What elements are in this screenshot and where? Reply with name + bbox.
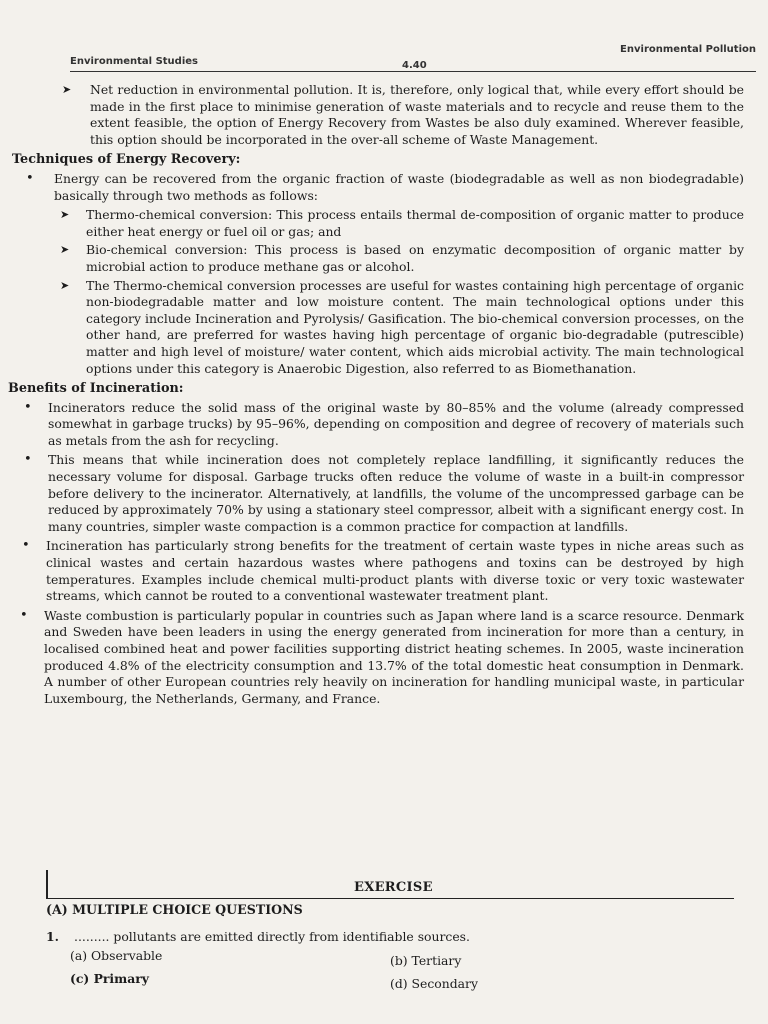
- benefits-bullet-text: This means that while incineration does not completely replace landfilling, it significantly reduces the necessary volume for disposal. Garbage trucks often reduce the volume of waste in a built-in compressor before delivery to the incinerator. Alternatively, at landfills, the volume of the uncompressed garbage can be reduced by approximately 70% by using a stationary steel compressor, albeit with a significant energy cost. In many countries, simpler waste compaction is a common practice for compaction at landfills.: [48, 452, 744, 534]
- techniques-item: [30, 278, 744, 378]
- bullet-marker-icon: •: [24, 452, 32, 468]
- option-b: (b) Tertiary: [390, 953, 462, 968]
- techniques-item-text: Thermo-chemical conversion: This process entails thermal de-composition of organic matter to produce either heat energy or fuel oil or gas; and: [86, 207, 744, 239]
- benefits-bullet-text: Incineration has particularly strong benefits for the treatment of certain waste types in niche areas such as clinical wastes and certain hazardous wastes where pathogens and toxins can be destroyed by high temperatures. Examples include chemical multi-product plants with diverse toxic or very toxic wastewater streams, which cannot be routed to a conventional wastewater treatment plant.: [46, 538, 744, 604]
- techniques-item-text: The Thermo-chemical conversion processes are useful for wastes containing high percentage of organic non-biodegradable matter and low moisture content. The main technological options under this category include Incineration and Pyrolysis/ Gasification. The bio-chemical conversion processes, on the other hand, are preferred for wastes having high percentage of organic bio-degradable (putrescible) matter and high level of moisture/ water content, which aids microbial activity. The main technological options under this category is Anaerobic Digestion, also referred to as Biomethanation.: [86, 277, 744, 376]
- arrow-marker-icon: ➤: [60, 208, 70, 222]
- techniques-bullet-text: Energy can be recovered from the organic fraction of waste (biodegradable as well as non biodegradable) basically through two methods as follows:: [54, 170, 744, 203]
- arrow-marker-icon: ➤: [62, 83, 72, 96]
- benefits-bullet: [20, 452, 744, 535]
- benefits-bullet: [16, 608, 744, 708]
- header-book-title: Environmental Studies: [70, 56, 198, 67]
- mcq-section-heading: (A) MULTIPLE CHOICE QUESTIONS: [46, 902, 303, 917]
- question-number: 1.: [46, 929, 59, 944]
- exercise-banner: [46, 870, 734, 899]
- techniques-bullet: [22, 171, 744, 204]
- header-page-number: 4.40: [402, 60, 427, 71]
- benefits-heading: Benefits of Incineration:: [8, 381, 184, 397]
- option-a: (a) Observable: [70, 948, 163, 963]
- exercise-title: EXERCISE: [354, 880, 433, 895]
- intro-text: Net reduction in environmental pollution. It is, therefore, only logical that, while every effort should be made in the first place to minimise generation of waste materials and to recycle and reuse them to the extent feasible, the option of Energy Recovery from Wastes be also duly examined. Wherever feasible, this option should be incorporated in the over-all scheme of Waste Management.: [90, 82, 744, 147]
- bullet-marker-icon: •: [22, 538, 30, 554]
- techniques-item-text: Bio-chemical conversion: This process is based on enzymatic decomposition of organic matter by microbial action to produce methane gas or alcohol.: [86, 242, 744, 274]
- arrow-marker-icon: ➤: [60, 278, 70, 292]
- techniques-item: [30, 242, 744, 275]
- intro-arrow-item: [30, 82, 744, 148]
- page-header: [70, 44, 756, 72]
- header-chapter-title: Environmental Pollution: [620, 44, 756, 55]
- exercise-rule: [46, 870, 734, 899]
- page-content: [8, 82, 744, 710]
- benefits-bullet: [18, 538, 744, 604]
- bullet-marker-icon: •: [20, 607, 28, 623]
- bullet-marker-icon: •: [24, 399, 32, 415]
- header-rule: [70, 71, 756, 72]
- arrow-marker-icon: ➤: [60, 243, 70, 257]
- benefits-bullet: [20, 400, 744, 450]
- bullet-marker-icon: •: [26, 170, 34, 186]
- question-text: ......... pollutants are emitted directly from identifiable sources.: [74, 929, 470, 944]
- option-c: (c) Primary: [70, 971, 150, 986]
- benefits-bullet-text: Waste combustion is particularly popular in countries such as Japan where land is a scarce resource. Denmark and Sweden have been leaders in using the energy generated from incineration for more than a century, in localised combined heat and power facilities supporting district heating schemes. In 2005, waste incineration produced 4.8% of the electricity consumption and 13.7% of the total domestic heat consumption in Denmark. A number of other European countries rely heavily on incineration for handling municipal waste, in particular Luxembourg, the Netherlands, Germany, and France.: [44, 607, 744, 706]
- benefits-bullet-text: Incinerators reduce the solid mass of the original waste by 80–85% and the volume (already compressed somewhat in garbage trucks) by 95–96%, depending on composition and degree of recovery of materials such as metals from the ash for recycling.: [48, 399, 744, 448]
- techniques-heading: Techniques of Energy Recovery:: [12, 152, 241, 168]
- option-d: (d) Secondary: [390, 976, 478, 991]
- techniques-item: [30, 207, 744, 240]
